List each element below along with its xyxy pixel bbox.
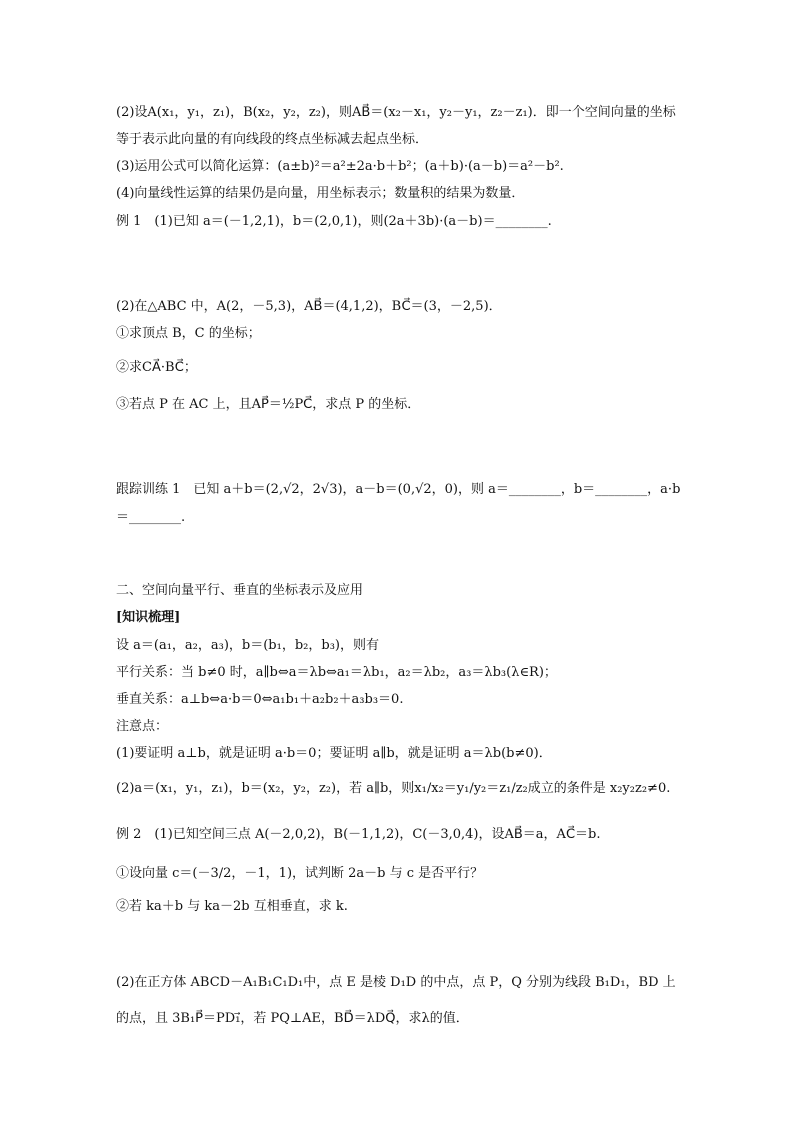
example1-part1: 例 1 (1)已知 a＝(－1,2,1)，b＝(2,0,1)，则(2a＋3b)·(a－b)＝________. <box>116 214 552 229</box>
note-label: 注意点： <box>116 719 169 734</box>
example2-part2-line1: (2)在正方体 ABCD－A₁B₁C₁D₁中，点 E 是棱 D₁D 的中点，点 P，Q 分别为线段 B₁D₁，BD 上 <box>116 975 676 990</box>
para-4: (4)向量线性运算的结果仍是向量，用坐标表示；数量积的结果为数量． <box>116 186 525 201</box>
note-2: (2)a＝(x₁，y₁，z₁)，b＝(x₂，y₂，z₂)，若 a∥b，则x₁/x₂＝y₁/y₂＝z₁/z₂成立的条件是 x₂y₂z₂≠0. <box>116 781 671 796</box>
note-1: (1)要证明 a⊥b，就是证明 a·b＝0；要证明 a∥b，就是证明 a＝λb(b≠0)． <box>116 746 552 761</box>
training1-line1: 跟踪训练 1 已知 a＋b＝(2,√2，2√3)，a－b＝(0,√2，0)，则 a＝________，b＝________，a·b <box>116 482 681 497</box>
example1-q3: ③若点 P 在 AC 上，且AP⃗＝½PC⃗，求点 P 的坐标． <box>116 397 421 412</box>
example2-q1: ①设向量 c＝(－3/2，－1，1)，试判断 2a－b 与 c 是否平行？ <box>116 866 484 881</box>
parallel-relation: 平行关系：当 b≠0 时，a∥b⇔a＝λb⇔a₁＝λb₁，a₂＝λb₂，a₃＝λb₃(λ∈R)； <box>116 665 557 680</box>
example2-q2: ②若 ka＋b 与 ka－2b 互相垂直，求 k. <box>116 899 348 914</box>
para-2-line2: 等于表示此向量的有向线段的终点坐标减去起点坐标． <box>116 132 429 147</box>
para-3: (3)运用公式可以简化运算：(a±b)²＝a²±2a·b＋b²；(a＋b)·(a－b)＝a²－b². <box>116 159 564 174</box>
set-definition: 设 a＝(a₁，a₂，a₃)，b＝(b₁，b₂，b₃)，则有 <box>116 638 379 653</box>
para-2-line1: (2)设A(x₁，y₁，z₁)，B(x₂，y₂，z₂)，则AB⃗＝(x₂－x₁，y₂－y₁，z₂－z₁)．即一个空间向量的坐标 <box>116 105 676 120</box>
section-heading: 二、空间向量平行、垂直的坐标表示及应用 <box>116 583 364 598</box>
example1-part2: (2)在△ABC 中，A(2，－5,3)，AB⃗＝(4,1,2)，BC⃗＝(3，－2,5)． <box>116 299 502 314</box>
example2-part1: 例 2 (1)已知空间三点 A(－2,0,2)，B(－1,1,2)，C(－3,0,4)，设AB⃗＝a，AC⃗＝b. <box>116 827 601 842</box>
example1-q1: ①求顶点 B，C 的坐标； <box>116 326 261 341</box>
training1-line2: ＝________. <box>116 510 186 525</box>
knowledge-label: [知识梳理] <box>116 610 181 625</box>
perpendicular-relation: 垂直关系：a⊥b⇔a·b＝0⇔a₁b₁＋a₂b₂＋a₃b₃＝0. <box>116 692 404 707</box>
example2-part2-line2: 的点，且 3B₁P⃗＝PD₁⃗，若 PQ⊥AE，BD⃗＝λDQ⃗，求λ的值． <box>116 1011 469 1026</box>
example1-q2: ②求CA⃗·BC⃗； <box>116 360 197 375</box>
